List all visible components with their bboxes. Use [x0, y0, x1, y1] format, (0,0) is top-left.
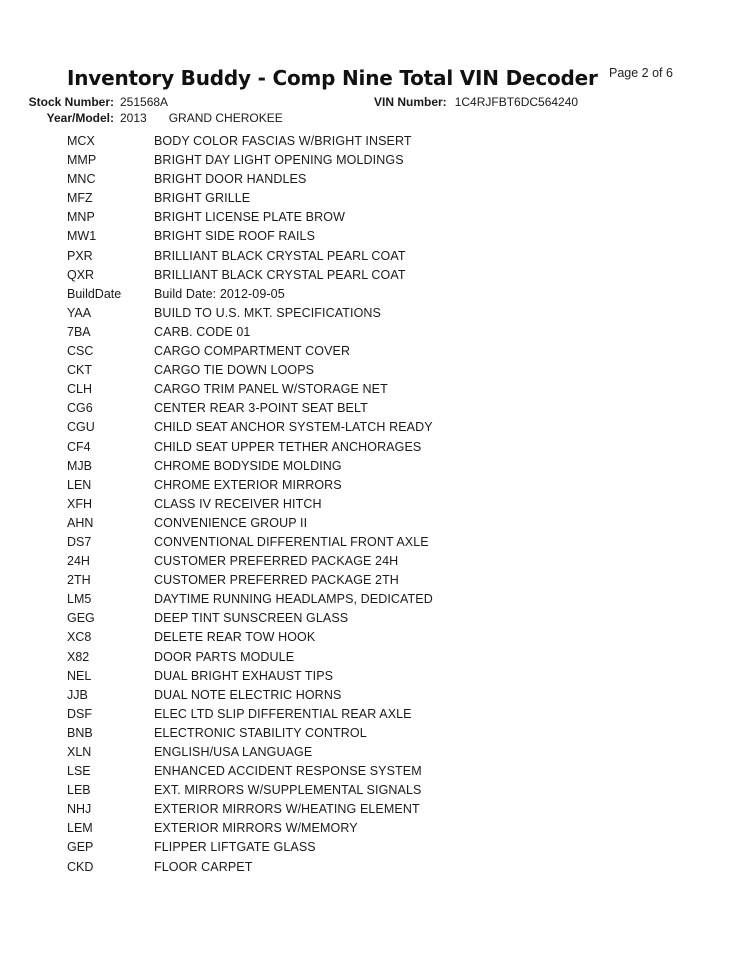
option-description: CHILD SEAT UPPER TETHER ANCHORAGES [154, 439, 422, 454]
option-row [67, 609, 433, 628]
stock-number-label: Stock Number: [28, 95, 114, 109]
option-description: DELETE REAR TOW HOOK [154, 630, 316, 645]
model-value: GRAND CHEROKEE [168, 111, 283, 125]
option-row [67, 323, 433, 342]
option-description: CUSTOMER PREFERRED PACKAGE 24H [154, 554, 399, 569]
option-row [67, 781, 433, 800]
option-description: CARB. CODE 01 [154, 324, 251, 339]
option-description: CUSTOMER PREFERRED PACKAGE 2TH [154, 573, 399, 588]
option-code: AHN [67, 515, 94, 530]
option-row [67, 571, 433, 590]
option-code: LM5 [67, 592, 92, 607]
year-value: 2013 [120, 111, 147, 125]
option-row [67, 189, 433, 208]
option-row [67, 285, 433, 304]
option-row [67, 304, 433, 323]
option-description: BRIGHT SIDE ROOF RAILS [154, 229, 316, 244]
option-code: LSE [67, 764, 91, 779]
option-description: CLASS IV RECEIVER HITCH [154, 496, 322, 511]
option-description: BRILLIANT BLACK CRYSTAL PEARL COAT [154, 248, 406, 263]
option-row [67, 667, 433, 686]
option-code: NEL [67, 668, 92, 683]
option-description: CENTER REAR 3-POINT SEAT BELT [154, 401, 368, 416]
option-code: YAA [67, 305, 92, 320]
option-description: ELECTRONIC STABILITY CONTROL [154, 725, 367, 740]
option-code: DSF [67, 706, 92, 721]
option-code: PXR [67, 248, 93, 263]
option-description: FLIPPER LIFTGATE GLASS [154, 840, 316, 855]
year-model-label: Year/Model: [46, 111, 114, 125]
option-description: BUILD TO U.S. MKT. SPECIFICATIONS [154, 305, 381, 320]
option-row [67, 514, 433, 533]
option-row [67, 590, 433, 609]
option-code: X82 [67, 649, 90, 664]
option-code: DS7 [67, 534, 92, 549]
option-row [67, 476, 433, 495]
option-code: QXR [67, 267, 95, 282]
page-number: Page 2 of 6 [609, 66, 673, 80]
option-row [67, 380, 433, 399]
option-code: MNP [67, 210, 95, 225]
option-description: EXT. MIRRORS W/SUPPLEMENTAL SIGNALS [154, 783, 422, 798]
stock-number-row [0, 95, 168, 109]
option-description: BODY COLOR FASCIAS W/BRIGHT INSERT [154, 134, 412, 148]
option-row [67, 399, 433, 418]
option-description: CHILD SEAT ANCHOR SYSTEM-LATCH READY [154, 420, 433, 435]
option-row [67, 800, 433, 819]
option-code: CKT [67, 363, 92, 378]
option-code: MFZ [67, 191, 93, 206]
option-code: 7BA [67, 324, 91, 339]
option-description: ENGLISH/USA LANGUAGE [154, 745, 313, 759]
option-row [67, 457, 433, 476]
option-row [67, 533, 433, 552]
option-description: CARGO COMPARTMENT COVER [154, 344, 351, 359]
option-row [67, 552, 433, 571]
option-code: 2TH [67, 573, 91, 588]
option-row [67, 495, 433, 514]
option-row [67, 743, 433, 762]
option-code: NHJ [67, 802, 92, 817]
option-code: CG6 [67, 401, 93, 416]
option-row [67, 208, 433, 227]
option-description: EXTERIOR MIRRORS W/HEATING ELEMENT [154, 802, 420, 817]
option-code: JJB [67, 687, 88, 702]
option-description: Build Date: 2012-09-05 [154, 286, 285, 301]
option-code: 24H [67, 554, 90, 569]
option-description: BRIGHT GRILLE [154, 191, 251, 206]
option-description: CONVENTIONAL DIFFERENTIAL FRONT AXLE [154, 534, 429, 549]
option-code: XLN [67, 745, 92, 759]
option-row [67, 227, 433, 246]
option-description: BRIGHT DAY LIGHT OPENING MOLDINGS [154, 153, 404, 168]
option-description: CONVENIENCE GROUP II [154, 515, 308, 530]
option-row [67, 361, 433, 380]
option-code: MW1 [67, 229, 97, 244]
option-code: BuildDate [67, 286, 122, 301]
option-row [67, 819, 433, 838]
vin-number-row [374, 95, 578, 109]
option-code: CKD [67, 859, 94, 874]
stock-number-value: 251568A [120, 95, 169, 109]
option-description: DOOR PARTS MODULE [154, 649, 295, 664]
option-code: XFH [67, 496, 92, 511]
option-description: ELEC LTD SLIP DIFFERENTIAL REAR AXLE [154, 706, 412, 721]
option-code: MMP [67, 153, 97, 168]
vin-number-value: 1C4RJFBT6DC564240 [454, 95, 579, 109]
option-description: CHROME BODYSIDE MOLDING [154, 458, 342, 473]
option-description: CARGO TRIM PANEL W/STORAGE NET [154, 382, 388, 397]
option-code: LEB [67, 783, 91, 798]
option-row [67, 132, 433, 151]
option-row [67, 438, 433, 457]
option-row [67, 418, 433, 437]
option-description: EXTERIOR MIRRORS W/MEMORY [154, 821, 358, 836]
option-code-list [67, 132, 433, 877]
option-code: LEN [67, 477, 92, 492]
option-description: ENHANCED ACCIDENT RESPONSE SYSTEM [154, 764, 422, 779]
option-description: DUAL NOTE ELECTRIC HORNS [154, 687, 342, 702]
option-description: DUAL BRIGHT EXHAUST TIPS [154, 668, 334, 683]
option-row [67, 151, 433, 170]
option-code: CLH [67, 382, 93, 397]
option-code: MJB [67, 458, 92, 473]
option-description: BRIGHT DOOR HANDLES [154, 172, 307, 187]
option-code: BNB [67, 725, 93, 740]
option-code: CF4 [67, 439, 91, 454]
option-description: DAYTIME RUNNING HEADLAMPS, DEDICATED [154, 592, 433, 607]
option-description: FLOOR CARPET [154, 859, 253, 874]
year-model-row [0, 111, 283, 125]
option-row [67, 762, 433, 781]
option-description: CHROME EXTERIOR MIRRORS [154, 477, 342, 492]
option-row [67, 648, 433, 667]
option-code: GEP [67, 840, 94, 855]
option-description: DEEP TINT SUNSCREEN GLASS [154, 611, 349, 626]
option-row [67, 247, 433, 266]
option-row [67, 724, 433, 743]
option-code: CGU [67, 420, 95, 435]
option-code: MNC [67, 172, 96, 187]
option-description: BRILLIANT BLACK CRYSTAL PEARL COAT [154, 267, 406, 282]
vin-number-label: VIN Number: [374, 95, 447, 109]
option-code: LEM [67, 821, 93, 836]
option-row [67, 266, 433, 285]
option-code: XC8 [67, 630, 92, 645]
option-code: GEG [67, 611, 95, 626]
option-description: BRIGHT LICENSE PLATE BROW [154, 210, 345, 225]
option-row [67, 170, 433, 189]
option-row [67, 838, 433, 857]
option-row [67, 858, 433, 877]
option-row [67, 628, 433, 647]
option-row [67, 342, 433, 361]
page-title: Inventory Buddy - Comp Nine Total VIN Decoder [67, 66, 598, 90]
option-code: MCX [67, 134, 95, 148]
option-row [67, 686, 433, 705]
option-row [67, 705, 433, 724]
option-description: CARGO TIE DOWN LOOPS [154, 363, 315, 378]
option-code: CSC [67, 344, 94, 359]
